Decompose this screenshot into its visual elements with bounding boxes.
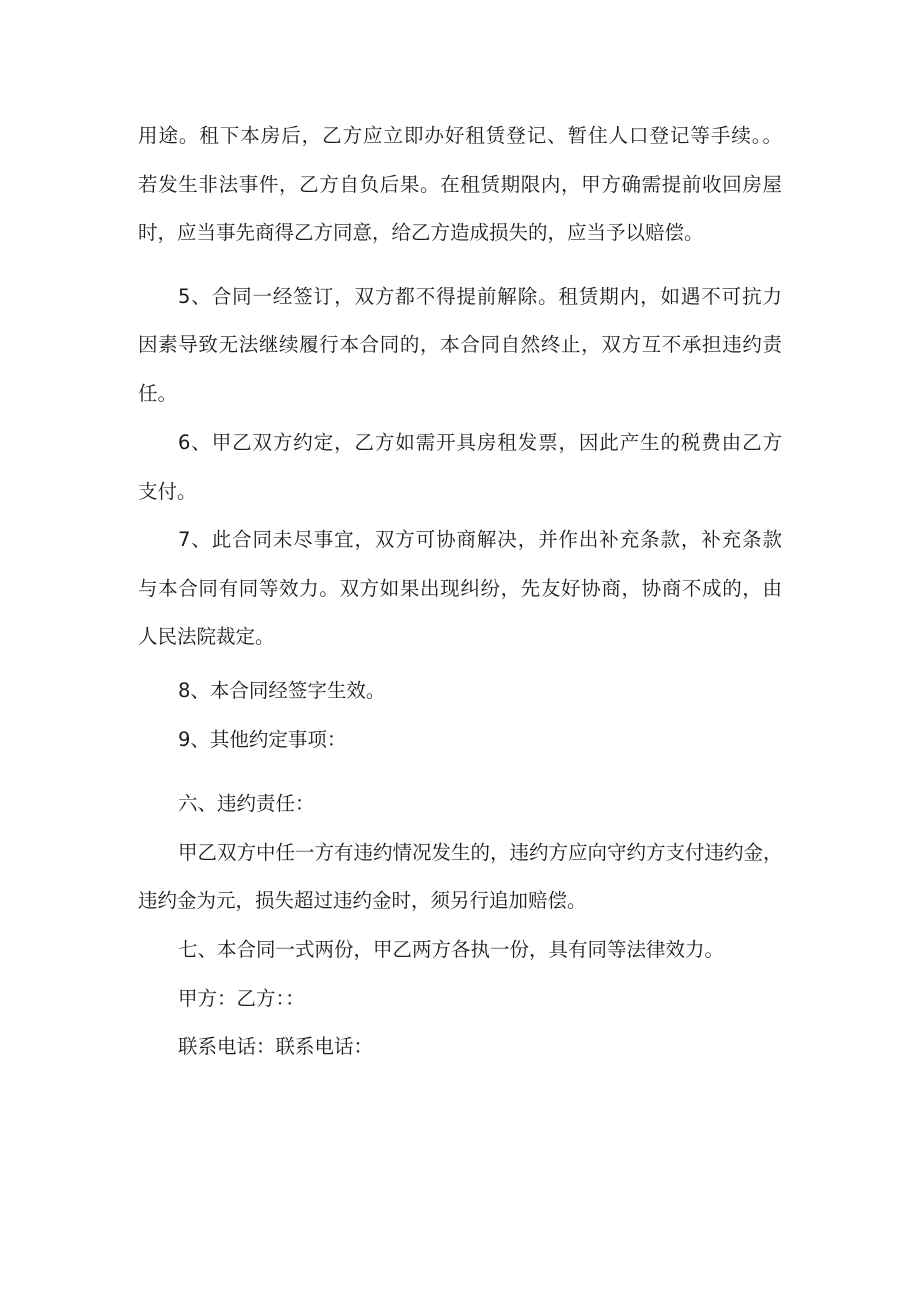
clause-6: 6、甲乙双方约定，乙方如需开具房租发票，因此产生的税费由乙方	[178, 431, 782, 454]
text-line: 因素导致无法继续履行本合同的，本合同自然终止，双方互不承担违约责	[138, 333, 782, 356]
text-line: 人民法院裁定。	[138, 625, 275, 648]
clause-9: 9、其他约定事项：	[178, 728, 347, 751]
text-line: 与本合同有同等效力。双方如果出现纠纷，先友好协商，协商不成的，由	[138, 577, 782, 600]
text-line: 用途。租下本房后，乙方应立即办好租赁登记、暂住人口登记等手续。。	[138, 124, 782, 147]
text-line: 任。	[138, 382, 178, 405]
clause-7: 7、此合同未尽事宜，双方可协商解决，并作出补充条款，补充条款	[178, 528, 782, 551]
phone-line: 联系电话：联系电话：	[178, 1035, 374, 1058]
text-line: 支付。	[138, 480, 197, 503]
section-copies: 七、本合同一式两份，甲乙两方各执一份，具有同等法律效力。	[178, 938, 725, 961]
text-line: 时，应当事先商得乙方同意，给乙方造成损失的，应当予以赔偿。	[138, 221, 704, 244]
parties-line: 甲方：乙方：：	[178, 987, 305, 1010]
clause-5: 5、合同一经签订，双方都不得提前解除。租赁期内，如遇不可抗力	[178, 285, 782, 308]
breach-paragraph: 甲乙双方中任一方有违约情况发生的，违约方应向守约方支付违约金，	[178, 841, 783, 864]
clause-8: 8、本合同经签字生效。	[178, 679, 386, 702]
text-line: 若发生非法事件，乙方自负后果。在租赁期限内，甲方确需提前收回房屋	[138, 173, 782, 196]
section-heading-breach: 六、违约责任：	[178, 792, 315, 815]
text-line: 违约金为元，损失超过违约金时，须另行追加赔偿。	[138, 889, 587, 912]
